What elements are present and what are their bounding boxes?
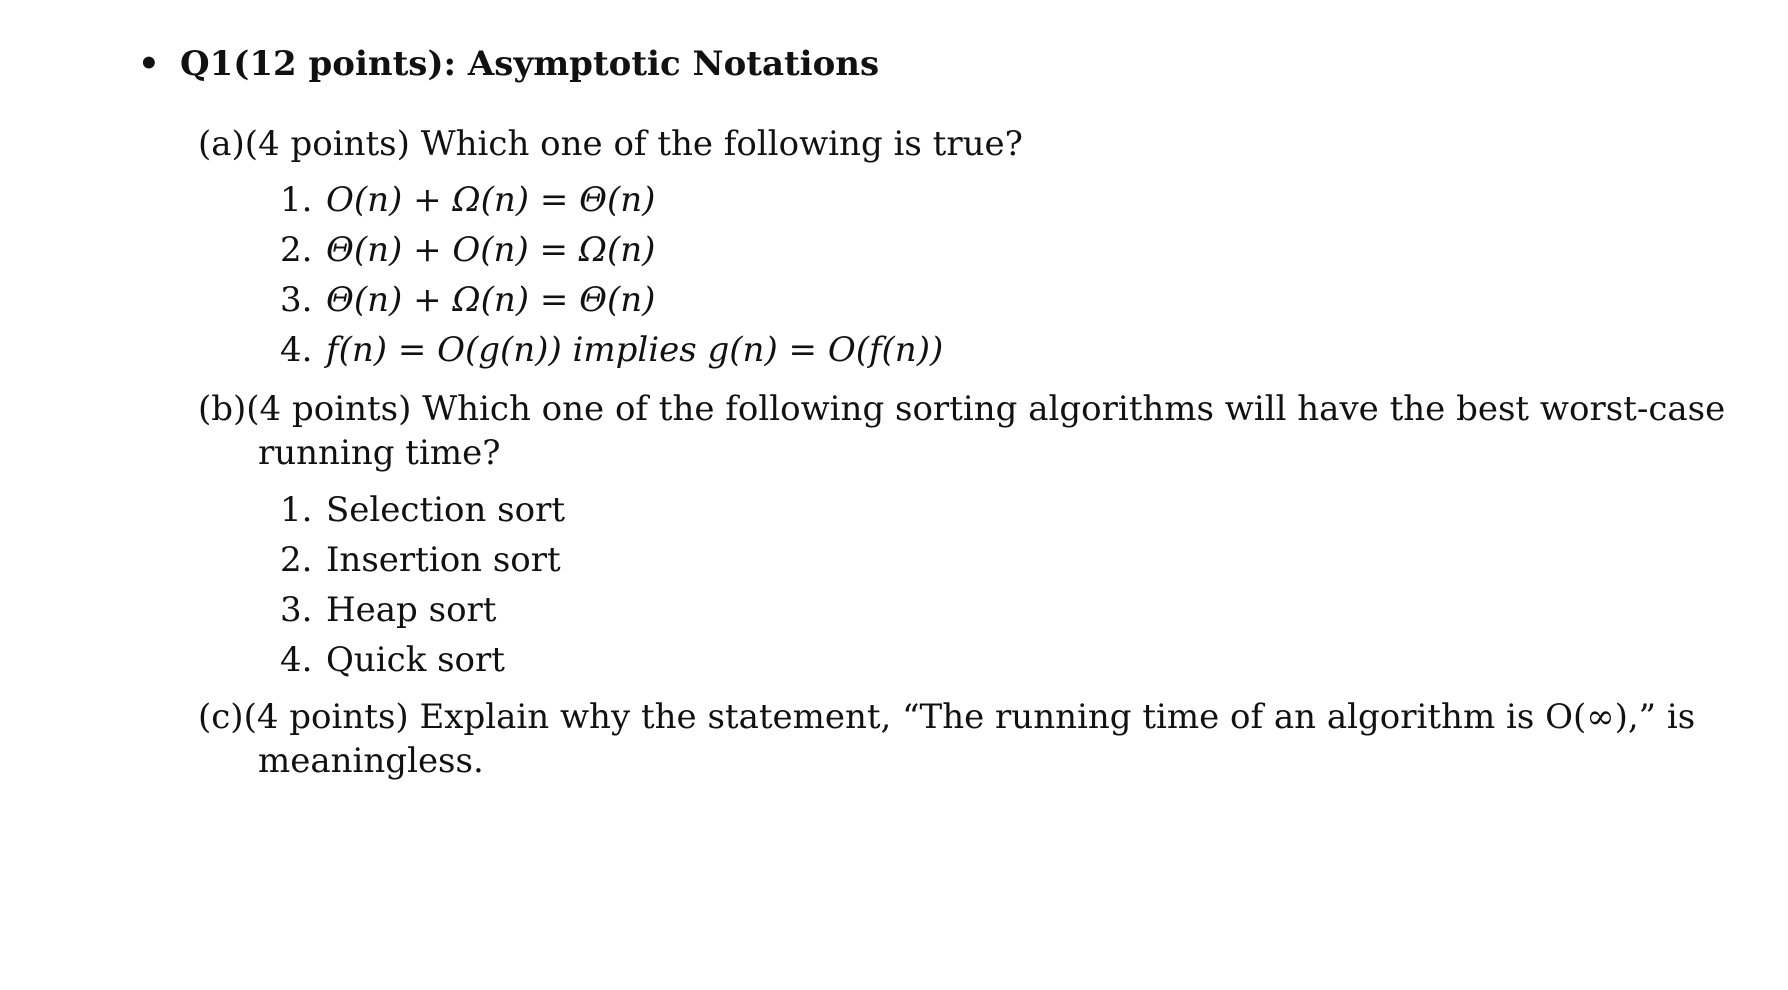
part-c-prompt-line1: (c)(4 points) Explain why the statement, “The running time of an algorithm is O(∞),” is — [198, 697, 1696, 737]
option-number: 1. — [280, 180, 313, 220]
part-a-option — [280, 180, 655, 220]
bullet-marker: • — [138, 44, 160, 84]
option-text: Θ(n) + Ω(n) = Θ(n) — [326, 280, 656, 320]
option-number: 2. — [280, 230, 313, 270]
option-text: Heap sort — [326, 590, 497, 630]
part-a-option — [280, 330, 943, 370]
part-a-option — [280, 230, 655, 270]
option-text: f(n) = O(g(n)) implies g(n) = O(f(n)) — [326, 330, 944, 370]
part-c-prompt-line2: meaningless. — [258, 741, 484, 781]
part-b-prompt-line1: (b)(4 points) Which one of the following sorting algorithms will have the best worst-case — [198, 389, 1726, 429]
option-text: O(n) + Ω(n) = Θ(n) — [326, 180, 656, 220]
option-number: 3. — [280, 590, 313, 630]
part-b-option — [280, 490, 565, 530]
part-b-option — [280, 540, 561, 580]
part-b-option — [280, 640, 505, 680]
part-b-prompt-line2: running time? — [258, 433, 501, 473]
option-text: Selection sort — [326, 490, 565, 530]
option-number: 2. — [280, 540, 313, 580]
option-number: 4. — [280, 330, 313, 370]
option-text: Insertion sort — [326, 540, 561, 580]
option-number: 3. — [280, 280, 313, 320]
part-a-option — [280, 280, 655, 320]
option-text: Quick sort — [326, 640, 505, 680]
question-heading — [138, 44, 879, 84]
option-number: 4. — [280, 640, 313, 680]
question-title: Q1(12 points): Asymptotic Notations — [180, 44, 880, 84]
part-a-prompt: (a)(4 points) Which one of the following is true? — [198, 124, 1023, 164]
option-number: 1. — [280, 490, 313, 530]
part-b-option — [280, 590, 496, 630]
option-text: Θ(n) + O(n) = Ω(n) — [326, 230, 656, 270]
